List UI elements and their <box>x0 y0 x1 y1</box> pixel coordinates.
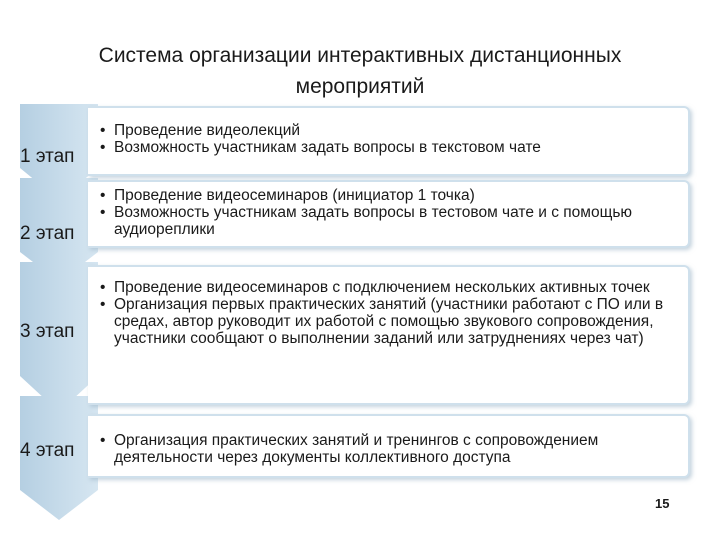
stage-panel-4 <box>88 414 690 478</box>
stage-item: • Проведение видеосеминаров с подключением нескольких активных точек <box>100 279 688 296</box>
stage-panel-1 <box>88 106 690 176</box>
stage-item: • Возможность участникам задать вопросы в тестовом чате и с помощью аудиореплики <box>100 204 688 238</box>
slide-title: Система организации интерактивных дистанционных мероприятий <box>98 44 622 98</box>
stage-item-list <box>88 279 688 347</box>
stage-panel-3 <box>88 265 690 405</box>
page-number: 15 <box>655 496 670 511</box>
stage-panel-2 <box>88 180 690 248</box>
stage-item-list <box>88 122 688 156</box>
stage-label-1: 1 этап <box>20 146 75 167</box>
stage-item: • Организация первых практических занятий (участники работают с ПО или в средах, автор руководит их работой с помощью звукового сопровождения, участники сообщают о выполнении заданий или затруднениях через чат) <box>100 296 688 347</box>
stage-label-2: 2 этап <box>20 223 75 244</box>
stage-label-3: 3 этап <box>20 321 75 342</box>
stage-item: • Организация практических занятий и тренингов с сопровождением деятельности через документы коллективного доступа <box>100 432 688 466</box>
stage-item-list <box>88 432 688 466</box>
stage-item: • Проведение видеосеминаров (инициатор 1 точка) <box>100 187 688 204</box>
stage-item: • Проведение видеолекций <box>100 122 688 139</box>
stage-item-list <box>88 187 688 238</box>
stage-item: • Возможность участникам задать вопросы в текстовом чате <box>100 139 688 156</box>
stage-label-4: 4 этап <box>20 440 75 461</box>
